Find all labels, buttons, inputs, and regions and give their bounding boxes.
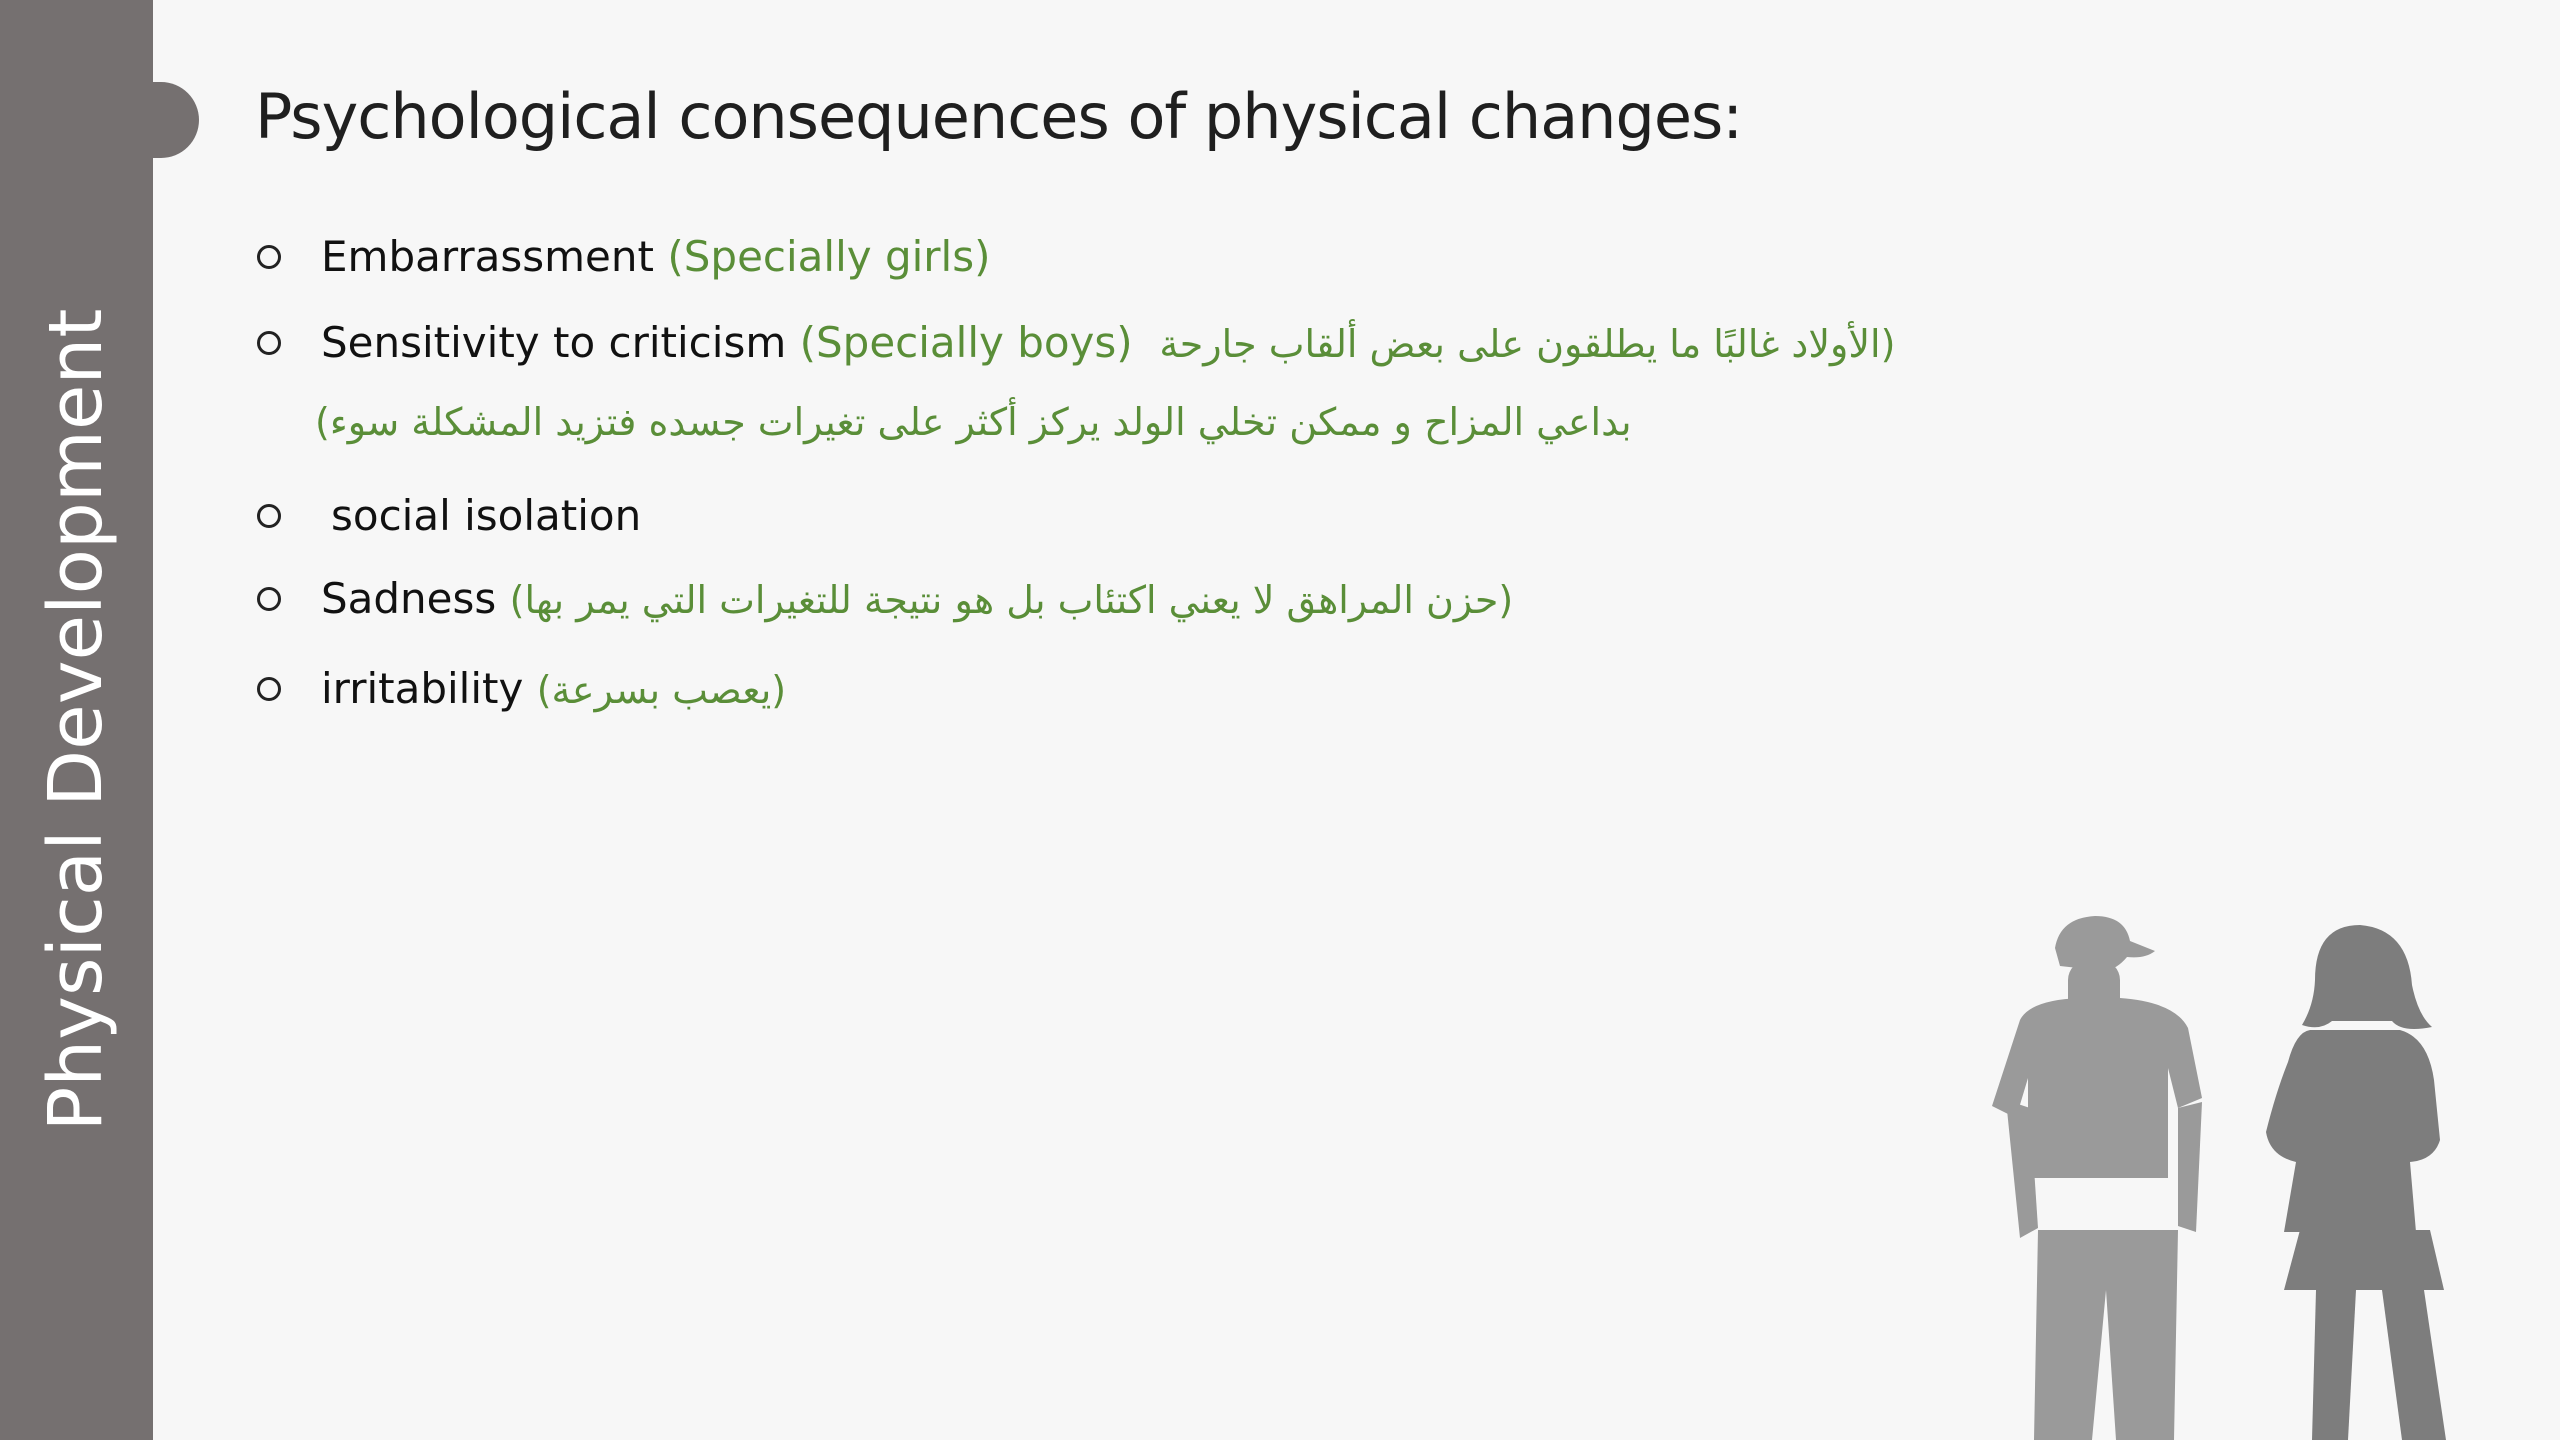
hollow-circle-bullet-icon (257, 331, 281, 355)
bullet-arabic-note: (حزن المراهق لا يعني اكتئاب بل هو نتيجة للتغيرات التي يمر بها) (509, 578, 1514, 622)
bullet-label: Sensitivity to criticism (321, 318, 787, 367)
hollow-circle-bullet-icon (257, 587, 281, 611)
bullet-social-isolation (255, 491, 641, 540)
hollow-circle-bullet-icon (257, 245, 281, 269)
bullet-note: (Specially girls) (667, 232, 991, 281)
bullet-label: social isolation (331, 491, 642, 540)
slide-title: Psychological consequences of physical changes: (255, 80, 1743, 153)
hollow-circle-bullet-icon (257, 677, 281, 701)
bullet-label: Sadness (321, 574, 497, 623)
bullet-label: Embarrassment (321, 232, 654, 281)
bullet-arabic-note: (الأولاد غالبًا ما يطلقون على بعض ألقاب جارحة (1159, 322, 1896, 366)
bullet-sadness (255, 574, 1513, 623)
bullet-embarrassment (255, 232, 990, 281)
side-panel-title: Physical Development (33, 308, 119, 1132)
bullet-arabic-continuation: بداعي المزاح و ممكن تخلي الولد يركز أكثر على تغيرات جسده فتزيد المشكلة سوء) (315, 400, 1632, 444)
bullet-arabic-note: (يعصب بسرعة) (536, 668, 787, 712)
boy-silhouette-icon (1992, 916, 2202, 1440)
girl-silhouette-icon (2266, 925, 2446, 1440)
teen-silhouettes-image (1960, 900, 2480, 1440)
bullet-note: (Specially boys) (799, 318, 1133, 367)
bullet-label: irritability (321, 664, 524, 713)
bullet-sensitivity (255, 318, 1895, 367)
title-tab-nub (105, 82, 199, 158)
hollow-circle-bullet-icon (257, 504, 281, 528)
bullet-irritability (255, 664, 786, 713)
